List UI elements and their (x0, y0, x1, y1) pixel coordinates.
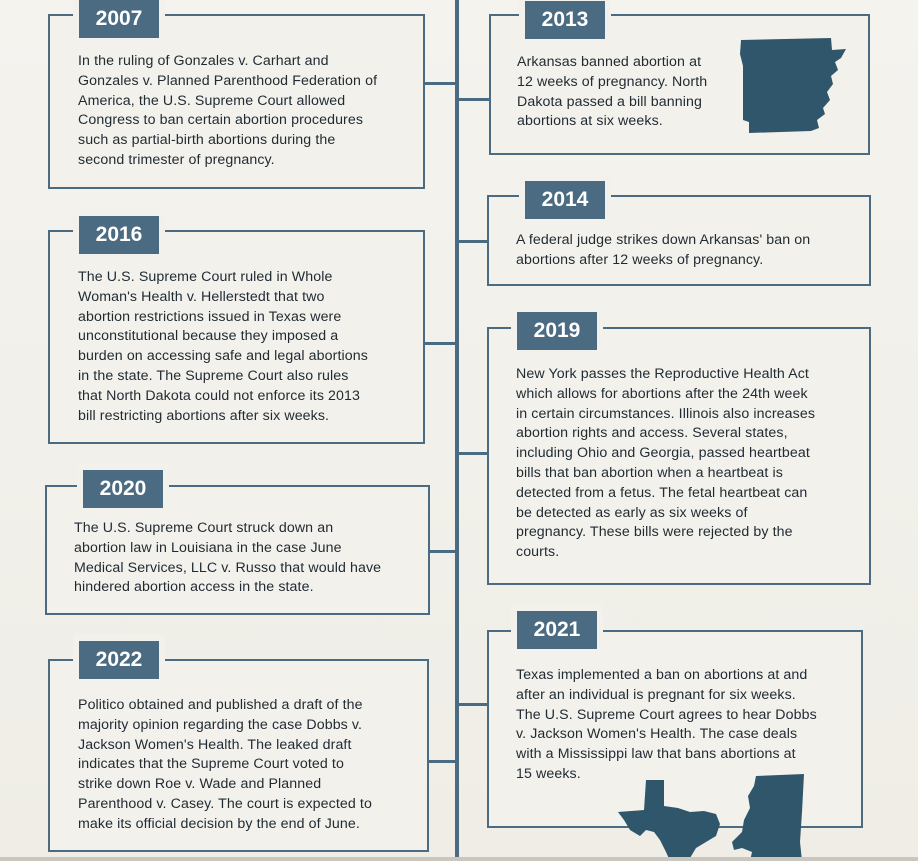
event-text: A federal judge strikes down Arkansas' ban on abortions after 12 weeks of pregnancy. (516, 232, 811, 268)
timeline-card-2014 (487, 188, 871, 286)
event-text: The U.S. Supreme Court ruled in Whole Woman's Health v. Hellerstedt that two abortion restrictions issued in Texas were unconstitutional because they imposed a burden on accessing safe and legal abortions in the state. The Supreme Court also rules that North Dakota could not enforce its 2013 bill restricting abortions after six weeks. (78, 269, 368, 424)
timeline-connector (457, 452, 489, 455)
timeline-connector (457, 240, 489, 243)
year-label: 2019 (517, 312, 597, 350)
timeline-card-2016 (48, 223, 425, 444)
arkansas-map-icon (735, 36, 850, 136)
timeline-card-2013 (489, 8, 870, 155)
timeline-connector (457, 703, 489, 706)
timeline-spine (455, 0, 459, 861)
timeline-connector (425, 342, 457, 345)
timeline-card-2007 (48, 7, 425, 189)
event-text: Arkansas banned abortion at 12 weeks of pregnancy. North Dakota passed a bill banning abortions at six weeks. (517, 54, 708, 130)
timeline-card-2020 (45, 477, 430, 615)
year-label: 2020 (83, 470, 163, 508)
year-label: 2014 (525, 181, 605, 219)
timeline-card-2019 (487, 319, 871, 585)
year-label: 2007 (79, 0, 159, 38)
timeline-connector (429, 550, 457, 553)
year-label: 2016 (79, 216, 159, 254)
year-label: 2013 (525, 1, 605, 39)
event-text: Politico obtained and published a draft of the majority opinion regarding the case Dobbs v. Jackson Women's Health. The leaked draft indicates that the Supreme Court voted to strike down Roe v. Wade and Planned Parenthood v. Casey. The court is expected to make its official decision by the end of June. (78, 697, 372, 832)
timeline-connector (425, 82, 457, 85)
bottom-divider (0, 857, 918, 861)
year-label: 2022 (79, 641, 159, 679)
event-text: In the ruling of Gonzales v. Carhart and Gonzales v. Planned Parenthood Federation of America, the U.S. Supreme Court allowed Congress to ban certain abortion procedures such as partial-birth abortions during the second trimester of pregnancy. (78, 53, 378, 168)
year-label: 2021 (517, 611, 597, 649)
timeline-card-2022 (48, 648, 429, 852)
timeline-connector (429, 760, 457, 763)
event-text: New York passes the Reproductive Health Act which allows for abortions after the 24th week in certain circumstances. Illinois also increases abortion rights and access. Several states, including Ohio and Georgia, passed heartbeat bills that ban abortion when a heartbeat is detected from a fetus. The fetal heartbeat can be detected as early as six weeks of pregnancy. These bills were rejected by the courts. (516, 366, 816, 561)
texas-map-icon (616, 778, 734, 861)
event-text: The U.S. Supreme Court struck down an abortion law in Louisiana in the case June Medical Services, LLC v. Russo that would have hindered abortion access in the state. (74, 520, 382, 596)
timeline-connector (457, 98, 491, 101)
mississippi-map-icon (728, 772, 808, 861)
event-text: Texas implemented a ban on abortions at and after an individual is pregnant for six weeks. The U.S. Supreme Court agrees to hear Dobbs v. Jackson Women's Health. The case deals with a Mississippi law that bans abortions at 15 weeks. (516, 667, 817, 782)
